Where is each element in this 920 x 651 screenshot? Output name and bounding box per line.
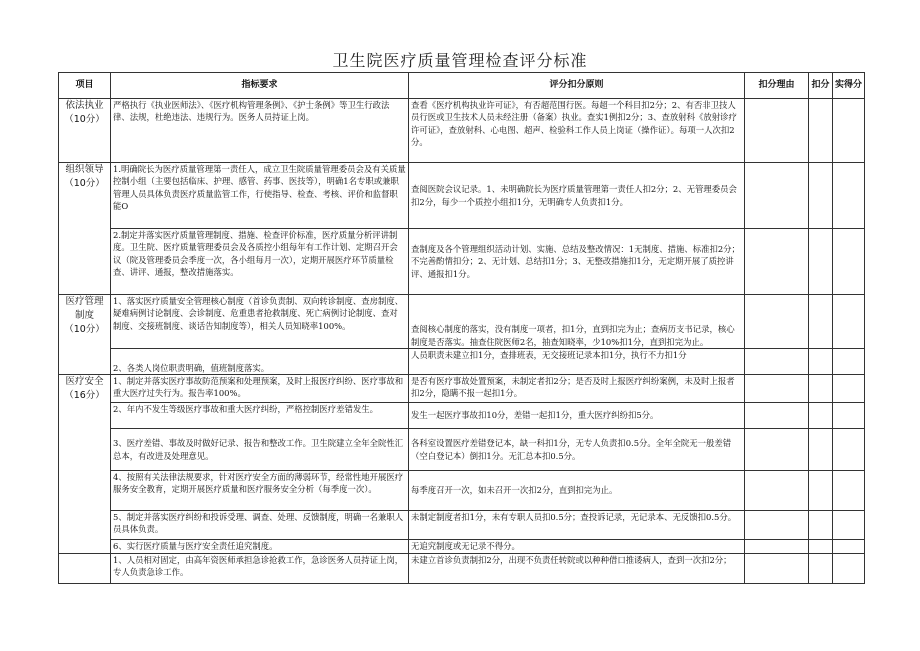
item-name: 医疗管理制度 [65,296,104,321]
actual-cell [833,554,865,584]
deduct-cell [809,403,833,429]
requirement-cell: 2.制定并落实医疗质量管理制度、措施、检查评价标准，医疗质量分析评讲制度。卫生院、医疗质量管理委员会及各质控小组每年有工作计划、定期召开会议（院及管理委员会季度一次，各小组每月一次），定期开展医疗环节质量检查、讲评、通报，整改措施落实。 [111,229,409,295]
deduct-cell [809,295,833,349]
table-row [59,511,865,540]
item-cell-emergency [59,554,111,584]
requirement-cell: 1、制定并落实医疗事故防范预案和处理预案，及时上报医疗纠纷、医疗事故和重大医疗过失行为。报告率100%。 [111,375,409,403]
table-row [59,163,865,229]
reason-cell [745,349,809,375]
deduct-cell [809,349,833,375]
table-row [59,403,865,429]
item-cell-management [59,295,111,375]
reason-cell [745,295,809,349]
item-name: 依法执业 [65,100,104,111]
item-score: （10分） [64,178,105,189]
table-row [59,375,865,403]
requirement-cell: 2、各类人岗位职责明确，值班制度落实。 [111,349,409,375]
actual-cell [833,295,865,349]
actual-cell [833,403,865,429]
header-rule: 评分扣分原则 [409,73,745,99]
header-reason: 扣分理由 [745,73,809,99]
reason-cell [745,99,809,163]
page-title: 卫生院医疗质量管理检查评分标准 [332,51,588,70]
rule-cell: 是否有医疗事故处置预案，未制定者扣2分；是否及时上报医疗纠纷案例，未及时上报者扣2分，隐瞒不报一起扣1分。 [409,375,745,403]
reason-cell [745,229,809,295]
table-row [59,349,865,375]
requirement-cell: 6、实行医疗质量与医疗安全责任追究制度。 [111,540,409,554]
deduct-cell [809,375,833,403]
deduct-cell [809,163,833,229]
requirement-cell: 1、落实医疗质量安全管理核心制度（首诊负责制、双向转诊制度、查房制度、疑难病例讨论制度、会诊制度、危重患者抢救制度、死亡病例讨论制度、查对制度、交接班制度、谈话告知制度等），相关人员知晓率100%。 [111,295,409,349]
item-score: （10分） [64,114,105,125]
reason-cell [745,511,809,540]
requirement-cell: 3、医疗差错、事故及时做好记录、报告和整改工作。卫生院建立全年全院性汇总本，有改进及处理意见。 [111,429,409,471]
rule-cell: 未建立首诊负责制扣2分，出现不负责任转院或以种种借口推诿病人，查到一次扣2分； [409,554,745,584]
table-header-row [59,73,865,99]
requirement-cell: 4、按照有关法律法规要求，针对医疗安全方面的薄弱环节，经常性地开展医疗服务安全教育，定期开展医疗质量和医疗服务安全分析（每季度一次）。 [111,471,409,511]
table-row [59,429,865,471]
item-score: （10分） [64,324,105,335]
item-name: 医疗安全 [65,376,104,387]
rule-cell: 未制定制度者扣1分，未有专职人员扣0.5分；查投诉记录，无记录本、无反馈扣0.5分。 [409,511,745,540]
actual-cell [833,540,865,554]
actual-cell [833,229,865,295]
reason-cell [745,540,809,554]
header-item: 项目 [59,73,111,99]
requirement-cell: 1、人员相对固定，由高年资医师承担急诊抢救工作，急诊医务人员持证上岗，专人负责急诊工作。 [111,554,409,584]
deduct-cell [809,540,833,554]
reason-cell [745,163,809,229]
actual-cell [833,471,865,511]
rule-cell: 无追究制度或无记录不得分。 [409,540,745,554]
reason-cell [745,375,809,403]
rule-cell: 查制度及各个管理组织活动计划、实施、总结及整改情况：1无制度、措施、标准扣2分；不完善酌情扣分；2、无计划、总结扣1分；3、无整改措施扣1分，无定期开展了质控讲评、通报扣1分。 [409,229,745,295]
actual-cell [833,429,865,471]
deduct-cell [809,511,833,540]
deduct-cell [809,554,833,584]
actual-cell [833,163,865,229]
rule-cell: 查看《医疗机构执业许可证》，有否超范围行医。每超一个科目扣2分；2、有否非卫技人员行医或卫生技术人员未经注册（备案）执业。查实1例扣2分；3、查放射科《放射诊疗许可证》，查放射科、心电图、超声、检验科工作人员上岗证（操作证）。每项一人次扣2分。 [409,99,745,163]
header-actual: 实得分 [833,73,865,99]
header-requirement: 指标要求 [111,73,409,99]
table-row [59,229,865,295]
item-name: 组织领导 [65,164,104,175]
reason-cell [745,471,809,511]
reason-cell [745,403,809,429]
item-cell-safety [59,375,111,554]
table-row [59,99,865,163]
item-cell-legal [59,99,111,163]
table-row [59,540,865,554]
table-row [59,554,865,584]
requirement-cell: 严格执行《执业医师法》、《医疗机构管理条例》、《护士条例》等卫生行政法律、法规，杜绝违法、违规行为。医务人员持证上岗。 [111,99,409,163]
rule-cell: 人员职责未建立扣1分，查排班表，无交接班记录本扣1分，执行不力扣1分 [409,349,745,375]
actual-cell [833,99,865,163]
rule-cell: 各科室设置医疗差错登记本，缺一科扣1分，无专人负责扣0.5分。全年全院无一般差错（空白登记本）倒扣1分。无汇总本扣0.5分。 [409,429,745,471]
deduct-cell [809,471,833,511]
deduct-cell [809,429,833,471]
deduct-cell [809,99,833,163]
rule-cell: 查阅核心制度的落实，没有制度一项者，扣1分，直到扣完为止；查病历支书记录，核心制度是否落实。抽查住院医师2名，抽查知晓率，少10%扣1分，直到扣完为止。 [409,295,745,349]
reason-cell [745,554,809,584]
reason-cell [745,429,809,471]
actual-cell [833,511,865,540]
deduct-cell [809,229,833,295]
rule-cell: 每季度召开一次，如未召开一次扣2分，直到扣完为止。 [409,471,745,511]
requirement-cell: 1.明确院长为医疗质量管理第一责任人，成立卫生院质量管理委员会及有关质量控制小组（主要包括临床、护理、感管、药事、医技等），明确1名专职或兼职管理人员具体负责医疗质量监管工作，行使指导、检查、考核、评价和监督职能O [111,163,409,229]
table-row [59,295,865,349]
actual-cell [833,375,865,403]
evaluation-table [58,72,865,584]
table-row [59,471,865,511]
actual-cell [833,349,865,375]
header-deduct: 扣分 [809,73,833,99]
requirement-cell: 5、制定并落实医疗纠纷和投诉受理、调查、处理、反馈制度，明确一名兼职人员具体负责。 [111,511,409,540]
rule-cell: 发生一起医疗事故扣10分，差错一起扣1分，重大医疗纠纷扣5分。 [409,403,745,429]
item-score: （16分） [64,390,105,401]
rule-cell: 查阅医院会议记录。1、未明确院长为医疗质量管理第一责任人扣2分；2、无管理委员会扣2分，每少一个质控小组扣1分，无明确专人负责扣1分。 [409,163,745,229]
requirement-cell: 2、年内不发生等级医疗事故和重大医疗纠纷，严格控制医疗差错发生。 [111,403,409,429]
item-cell-leadership [59,163,111,295]
